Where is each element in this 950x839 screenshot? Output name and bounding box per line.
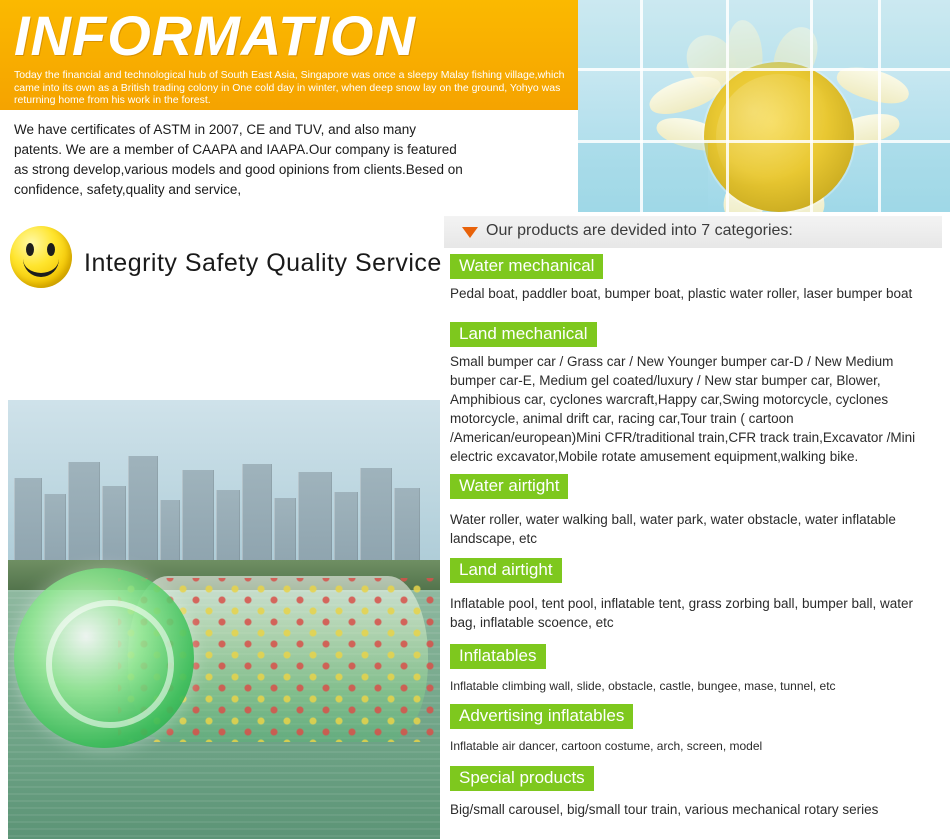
product-categories-panel: [444, 216, 942, 839]
category-special-products: [450, 766, 942, 819]
company-slogan: Integrity Safety Quality Service: [84, 249, 442, 277]
category-title: Water mechanical: [450, 254, 603, 279]
category-title: Land airtight: [450, 558, 562, 583]
category-inflatables: [450, 644, 942, 695]
banner-subtitle: Today the financial and technological hub of South East Asia, Singapore was once a sleepy Malay fishing village,which came into its own as a British trading colony in One cold day in winter, when deep snow lay on the ground, Yohyo was returning home from his work in the forest.: [14, 69, 565, 106]
banner-left-block: [0, 0, 578, 212]
flower-collage-image: [578, 0, 950, 212]
category-water-mechanical: [450, 254, 942, 303]
collage-grid-line: [726, 0, 729, 212]
collage-grid-line: [578, 140, 950, 143]
collage-grid-line: [640, 0, 643, 212]
category-body: Pedal boat, paddler boat, bumper boat, plastic water roller, laser bumper boat: [450, 286, 913, 301]
water-roller-end: [14, 568, 194, 748]
top-banner: [0, 0, 950, 212]
category-land-airtight: [450, 558, 942, 632]
panel-header: [444, 216, 942, 248]
collage-tile-tint: [878, 140, 950, 212]
collage-tile-tint: [578, 0, 950, 68]
category-title: Inflatables: [450, 644, 546, 669]
triangle-down-icon: [462, 227, 478, 238]
category-body: Water roller, water walking ball, water park, water obstacle, water inflatable landscape, etc: [450, 512, 896, 546]
page-title: INFORMATION: [14, 4, 416, 67]
product-photo-water-roller: [8, 400, 440, 839]
category-body: Inflatable pool, tent pool, inflatable tent, grass zorbing ball, bumper ball, water bag, inflatable scoence, etc: [450, 596, 914, 630]
category-body: Inflatable air dancer, cartoon costume, arch, screen, model: [450, 739, 763, 753]
collage-grid-line: [810, 0, 813, 212]
smiley-circle: [10, 226, 72, 288]
category-land-mechanical: [450, 322, 942, 466]
category-body: Big/small carousel, big/small tour train, various mechanical rotary series: [450, 802, 879, 817]
collage-grid-line: [878, 0, 881, 212]
category-title: Water airtight: [450, 474, 568, 499]
category-title: Land mechanical: [450, 322, 597, 347]
collage-tile-tint: [578, 140, 708, 212]
category-title: Special products: [450, 766, 594, 791]
collage-grid-line: [578, 68, 950, 71]
category-title: Advertising inflatables: [450, 704, 633, 729]
certificates-text: We have certificates of ASTM in 2007, CE and TUV, and also many patents. We are a member of CAAPA and IAAPA.Our company is featured as strong develop,various models and good opinions from clients.Besed on confidence, safety,quality and service,: [14, 122, 463, 197]
smiley-mouth: [23, 253, 59, 277]
smiley-face-icon: [10, 226, 72, 288]
category-body: Inflatable climbing wall, slide, obstacle, castle, bungee, mase, tunnel, etc: [450, 679, 836, 693]
panel-heading: Our products are devided into 7 categories:: [486, 222, 793, 239]
category-water-airtight: [450, 474, 942, 548]
category-body: Small bumper car / Grass car / New Younger bumper car-D / New Medium bumper car-E, Medium gel coated/luxury / New star bumper car, Blower, Amphibious car, cyclones warcraft,Happy car,Swing motorcycle, cyclones motorcycle, animal drift car, racing car,Tour train ( cartoon /American/european)Mini CFR/traditional train,CFR track train,Excavator /Mini electric excavator,Mobile rotate amusement equipment,walking bike.: [450, 354, 916, 464]
category-advertising-inflatables: [450, 704, 942, 755]
